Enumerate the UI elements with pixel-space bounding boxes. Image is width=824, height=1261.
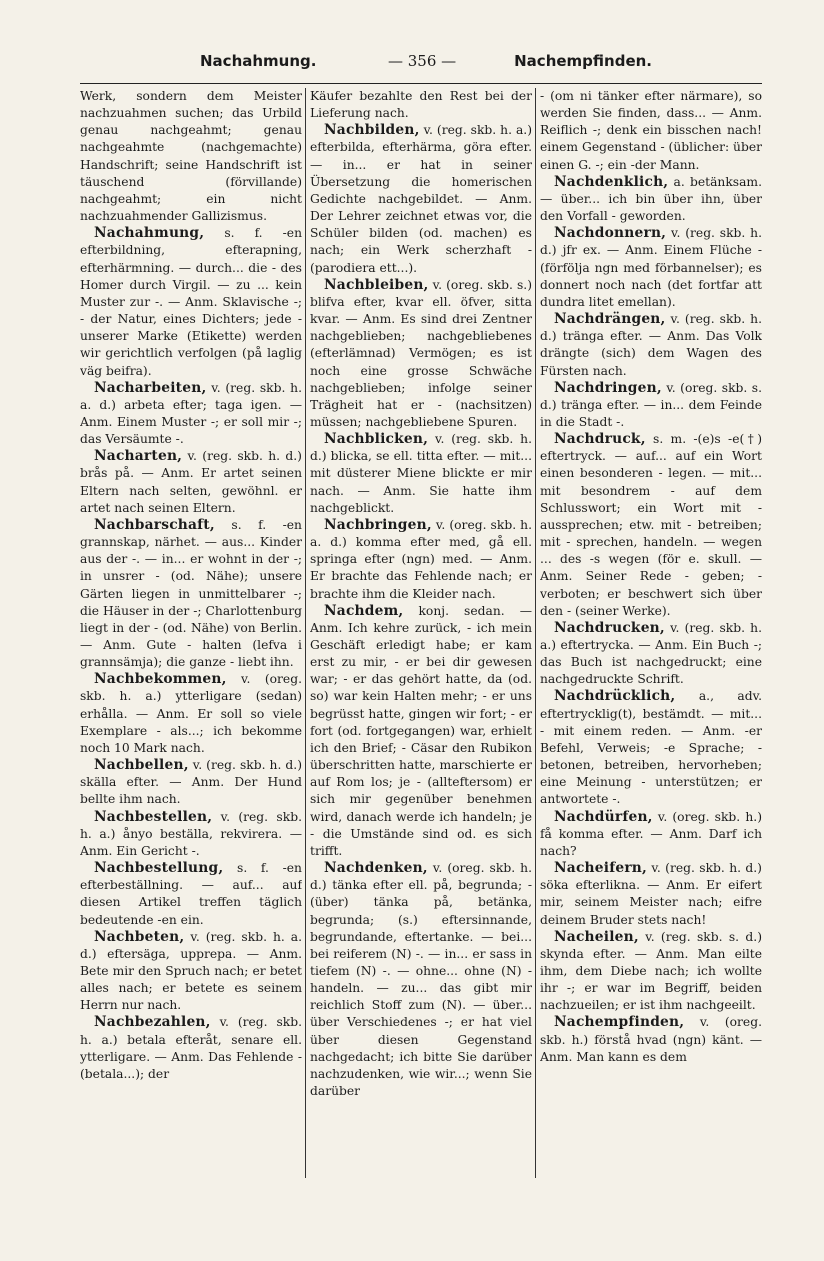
headword: Nachbleiben, <box>324 276 429 293</box>
entry-text: v. (reg. skb. h. a.) efterbilda, efterhärma, göra efter. — in... er hat in seiner Übersetzung die homerischen Gedichte nachgebildet. — Anm. Der Lehrer zeichnet etwas vor, die Schüler bilden (od. machen) es nach; ein Werk scherzhaft - (parodiera ett...). <box>310 123 532 275</box>
dictionary-entry <box>310 431 532 517</box>
dictionary-entry <box>80 380 302 449</box>
headword: Nacharten, <box>94 448 183 465</box>
entry-text: v. (oreg. skb. h.) få komma efter. — Anm. Darf ich nach? <box>540 809 762 858</box>
column-1 <box>80 88 302 1188</box>
dictionary-entry <box>80 860 302 929</box>
column-2 <box>310 88 532 1188</box>
headword: Nachdrängen, <box>554 311 666 328</box>
dictionary-entry <box>310 517 532 603</box>
headword: Nachdonnern, <box>554 225 667 242</box>
dictionary-entry <box>310 277 532 431</box>
entry-text: Werk, sondern dem Meister nachzuahmen suchen; das Urbild genau nachgeahmt; genau nachgeahmte (nachgemachte) Handschrift; seine Handschrift ist täuschend (förvillande) nachgeahmt; ein nicht nachzuahmender Gallizismus. <box>80 89 302 224</box>
entry-text: - (om ni tänker efter närmare), so werden Sie finden, dass... — Anm. Reiflich -; denk ein bisschen nach! einem Gegenstand - (üblicher: über einen G. -; ein -der Mann. <box>540 89 762 172</box>
entry-text: v. (reg. skb. s. d.) skynda efter. — Anm. Man eilte ihm, dem Diebe nach; ich wollte ihr -; er war im Begriff, beiden nachzueilen; er ist ihm nachgeeilt. <box>540 929 762 1013</box>
dictionary-entry <box>540 225 762 311</box>
headword: Nachbezahlen, <box>94 1014 211 1031</box>
entry-text: v. (reg. skb. h. d.) brås på. — Anm. Er artet seinen Eltern nach selten, gewöhnl. er artet nach seinen Eltern. <box>80 449 302 515</box>
headword: Nachdrucken, <box>554 619 665 636</box>
headword: Nachahmung, <box>94 225 205 242</box>
entry-text: a., adv. eftertrycklig(t), bestämdt. — mit... - mit einem reden. — Anm. -er Befehl, Verweis; -e Sprache; - betonen, betreiben, hervorheben; eine Meinung - unterstützen; er antwortete -. <box>540 689 762 807</box>
entry-continuation <box>540 88 762 174</box>
dictionary-entry <box>540 929 762 1015</box>
page-number: — 356 — <box>388 52 457 70</box>
headword: Nachbringen, <box>324 516 432 533</box>
entry-text: v. (oreg. skb. h. a. d.) komma efter med, gå ell. springa efter (ngn) med. — Anm. Er brachte das Fehlende nach; er brachte ihm die Kleider nach. <box>310 517 532 601</box>
headword: Nachbestellen, <box>94 808 213 825</box>
entry-text: v. (reg. skb. h. a. d.) arbeta efter; taga igen. — Anm. Einem Muster -; er soll mir -; das Versäumte -. <box>80 380 302 447</box>
entry-text: s. f. -en efterbeställning. — auf... auf diesen Artikel treffen täglich bedeutende -en ein. <box>80 861 302 927</box>
dictionary-entry <box>540 380 762 431</box>
headword: Nacharbeiten, <box>94 379 207 396</box>
entry-text: v. (oreg. skb. s. d.) tränga efter. — in... dem Feinde in die Stadt -. <box>540 380 762 429</box>
entry-text: s. f. -en efterbildning, efterapning, efterhärmning. — durch... die - des Homer durch Virgil. — zu ... kein Muster zur -. — Anm. Sklavische -; - der Natur, eines Dichters; jede - unserer Marke (Etikette) werden wir gerichtlich verfolgen (på laglig väg beifra). <box>80 226 302 378</box>
entry-continuation <box>310 88 532 122</box>
column-divider <box>535 88 536 1178</box>
headword: Nachdringen, <box>554 379 662 396</box>
entry-text: v. (reg. skb. h. a. d.) eftersäga, upprepa. — Anm. Bete mir den Spruch nach; er betet alles nach; er betete es seinem Herrn nur nach. <box>80 929 302 1013</box>
headword: Nacheifern, <box>554 860 648 877</box>
dictionary-entry <box>80 1014 302 1083</box>
dictionary-entry <box>80 671 302 757</box>
dictionary-entry <box>540 688 762 808</box>
dictionary-entry <box>540 174 762 225</box>
dictionary-entry <box>540 1014 762 1065</box>
headword: Nacheilen, <box>554 928 639 945</box>
headword: Nachbestellung, <box>94 860 224 877</box>
headword: Nachdrücklich, <box>554 688 676 705</box>
headword: Nachblicken, <box>324 431 429 448</box>
dictionary-entry <box>80 225 302 379</box>
dictionary-entry <box>540 431 762 620</box>
column-divider <box>305 88 306 1178</box>
header-rule <box>80 83 762 84</box>
headword: Nachempfinden, <box>554 1014 685 1031</box>
dictionary-entry <box>310 122 532 276</box>
column-3 <box>540 88 762 1188</box>
entry-text: s. m. -(e)s -e(†) eftertryck. — auf... auf ein Wort einen besonderen - legen. — mit... mit besondrem - auf dem Schlusswort; ein Wort mit - aussprechen; etw. mit - betreiben; mit - sprechen, handeln. — wegen ... des -s wegen (för e. skull. — Anm. Seiner Rede - geben; - verboten; er beschwert sich über den - (seiner Werke). <box>540 432 762 618</box>
entry-text: v. (reg. skb. h. d.) skälla efter. — Anm. Der Hund bellte ihm nach. <box>80 758 302 807</box>
dictionary-entry <box>540 620 762 689</box>
entry-text: konj. sedan. — Anm. Ich kehre zurück, - ich mein Geschäft erledigt habe; er kam erst zu mir, - er bei dir gewesen war; - er das gehört hatte, da (od. so) war kein Halten mehr; - er uns begrüsst hatte, gingen wir fort; - er fort (od. fortgegangen) war, erhielt ich den Brief; - Cäsar den Rubikon überschritten hatte, marschierte er auf Rom los; je - (allteftersom) er sich mir gegenüber benehmen wird, danach werde ich handeln; je - die Umstände sind od. es sich trifft. <box>310 603 532 858</box>
entry-text: v. (reg. skb. h. a.) ånyo beställa, rekvirera. — Anm. Ein Gericht -. <box>80 809 302 858</box>
headword: Nachbellen, <box>94 757 189 774</box>
headword: Nachbarschaft, <box>94 516 215 533</box>
entry-text: a. betänksam. — über... ich bin über ihn, über den Vorfall - geworden. <box>540 174 762 224</box>
entry-text: v. (reg. skb. h. d.) blicka, se ell. titta efter. — mit... mit düsterer Miene blickte er mir nach. — Anm. Sie hatte ihm nachgeblickt. <box>310 432 532 515</box>
entry-text: v. (reg. skb. h. a.) eftertrycka. — Anm. Ein Buch -; das Buch ist nachgedruckt; eine nachgedruckte Schrift. <box>540 620 762 687</box>
entry-text: v. (oreg. skb. h.) förstå hvad (ngn) känt. — Anm. Man kann es dem <box>540 1015 762 1064</box>
dictionary-entry <box>540 809 762 860</box>
entry-text: s. f. -en grannskap, närhet. — aus... Kinder aus der -. — in... er wohnt in der -; in unsrer - (od. Nähe); unsere Gärten liegen in unmittelbarer -; die Häuser in der -; Charlottenburg liegt in der - (od. Nähe) von Berlin. — Anm. Gute - halten (lefva i grannsämja); die ganze - liebt ihn. <box>80 517 302 670</box>
headword: Nachdürfen, <box>554 808 653 825</box>
dictionary-entry <box>540 311 762 380</box>
entry-text: v. (reg. skb. h. d.) söka efterlikna. — Anm. Er eifert mir, seinem Meister nach; eifre deinem Bruder stets nach! <box>540 861 762 927</box>
entry-text: v. (oreg. skb. h. d.) tänka efter ell. på, begrunda; - (über) tänka på, betänka, begrunda; (s.) eftersinnande, begrundande, eftertanke. — bei... bei reiferem (N) -. — in... er sass in tiefem (N) -. — ohne... ohne (N) - handeln. — zu... das gibt mir reichlich Stoff zum (N). — über... über Verschiedenes -; er hat viel über diesen Gegenstand nachgedacht; ich bitte Sie darüber nachzudenken, wie wir...; wenn Sie darüber <box>310 861 532 1099</box>
headword: Nachdenken, <box>324 860 428 877</box>
dictionary-entry <box>540 860 762 929</box>
headword: Nachbeten, <box>94 928 185 945</box>
headword: Nachbilden, <box>324 122 420 139</box>
entry-text: v. (reg. skb. h. d.) jfr ex. — Anm. Einem Flüche - (förfölja ngn med förbannelser); es donnert noch nach (det fortfar att dundra litet emellan). <box>540 226 762 309</box>
dictionary-entry <box>310 860 532 1100</box>
dictionary-entry <box>80 448 302 517</box>
entry-text: v. (reg. skb. h. a.) betala efteråt, senare ell. ytterligare. — Anm. Das Fehlende - (betala...); der <box>80 1015 302 1081</box>
entry-text: v. (oreg. skb. s.) blifva efter, kvar ell. öfver, sitta kvar. — Anm. Es sind drei Zentner nachgeblieben; nachgebliebenes (efterlämnad) Vermögen; es ist noch eine grosse Schwäche nachgeblieben; infolge seiner Trägheit hat er - (nachsitzen) müssen; nachgebliebene Spuren. <box>310 277 532 429</box>
page-header <box>80 52 762 78</box>
headword: Nachbekommen, <box>94 671 227 688</box>
entry-continuation <box>80 88 302 225</box>
dictionary-entry <box>80 517 302 671</box>
entry-text: Käufer bezahlte den Rest bei der Lieferung nach. <box>310 89 532 121</box>
dictionary-entry <box>80 809 302 860</box>
dictionary-entry <box>80 929 302 1015</box>
headword: Nachdenklich, <box>554 173 669 190</box>
headword: Nachdruck, <box>554 431 646 448</box>
dictionary-entry <box>310 603 532 860</box>
entry-text: v. (reg. skb. h. d.) tränga efter. — Anm. Das Volk drängte (sich) dem Wagen des Fürsten nach. <box>540 312 762 378</box>
entry-text: v. (oreg. skb. h. a.) ytterligare (sedan) erhålla. — Anm. Er soll so viele Exemplare - als...; ich bekomme noch 10 Mark nach. <box>80 672 302 755</box>
header-left-guideword: Nachahmung. <box>200 52 317 70</box>
dictionary-entry <box>80 757 302 808</box>
headword: Nachdem, <box>324 602 404 619</box>
header-right-guideword: Nachempfinden. <box>514 52 652 70</box>
